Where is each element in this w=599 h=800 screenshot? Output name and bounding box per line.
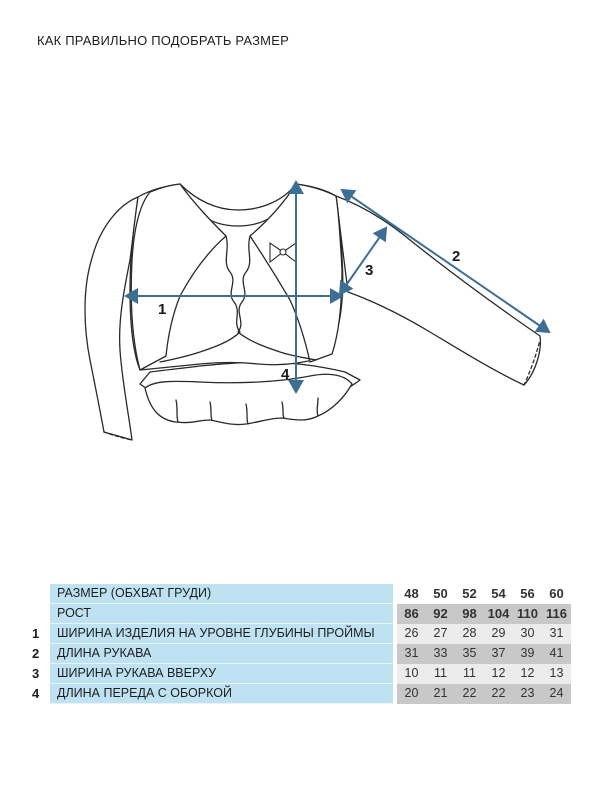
row-label: РОСТ: [50, 604, 393, 624]
value-cell: 20: [397, 684, 426, 704]
height-cell: 110: [513, 604, 542, 624]
height-cell: 104: [484, 604, 513, 624]
measure-marker-3: 3: [365, 262, 374, 279]
value-cell: 10: [397, 664, 426, 684]
size-cell: 48: [397, 584, 426, 604]
table-row: [32, 644, 571, 664]
height-cell: 92: [426, 604, 455, 624]
value-cell: 37: [484, 644, 513, 664]
height-cell: 98: [455, 604, 484, 624]
table-row: [32, 664, 571, 684]
row-label: ДЛИНА ПЕРЕДА С ОБОРКОЙ: [50, 684, 393, 704]
value-cell: 24: [542, 684, 571, 704]
size-cell: 54: [484, 584, 513, 604]
value-cell: 31: [397, 644, 426, 664]
table-row: [32, 684, 571, 704]
table-row: [32, 624, 571, 644]
value-cell: 30: [513, 624, 542, 644]
size-cell: 52: [455, 584, 484, 604]
value-cell: 26: [397, 624, 426, 644]
row-label: ШИРИНА ИЗДЕЛИЯ НА УРОВНЕ ГЛУБИНЫ ПРОЙМЫ: [50, 624, 393, 644]
value-cell: 23: [513, 684, 542, 704]
row-number: 4: [32, 686, 40, 701]
row-label: РАЗМЕР (ОБХВАТ ГРУДИ): [50, 584, 393, 604]
row-number: 3: [32, 666, 40, 681]
table-row-height: [32, 604, 571, 624]
left-sleeve: [85, 197, 138, 440]
size-cell: 60: [542, 584, 571, 604]
value-cell: 31: [542, 624, 571, 644]
row-number-empty: [32, 604, 50, 624]
row-number-empty: [32, 584, 50, 604]
row-number: 2: [32, 646, 40, 661]
row-label: ШИРИНА РУКАВА ВВЕРХУ: [50, 664, 393, 684]
value-cell: 27: [426, 624, 455, 644]
value-cell: 22: [455, 684, 484, 704]
measure-marker-1: 1: [158, 301, 167, 318]
value-cell: 29: [484, 624, 513, 644]
value-cell: 11: [426, 664, 455, 684]
measure-marker-4: 4: [281, 366, 290, 383]
value-cell: 12: [513, 664, 542, 684]
value-cell: 11: [455, 664, 484, 684]
table-row-size: [32, 584, 571, 604]
size-cell: 56: [513, 584, 542, 604]
value-cell: 28: [455, 624, 484, 644]
row-number: 1: [32, 626, 40, 641]
height-cell: 116: [542, 604, 571, 624]
right-sleeve: [336, 196, 540, 385]
value-cell: 33: [426, 644, 455, 664]
height-cell: 86: [397, 604, 426, 624]
value-cell: 21: [426, 684, 455, 704]
page-title: КАК ПРАВИЛЬНО ПОДОБРАТЬ РАЗМЕР: [37, 33, 289, 48]
measure-marker-2: 2: [452, 248, 461, 265]
value-cell: 39: [513, 644, 542, 664]
size-table: [32, 584, 571, 704]
value-cell: 22: [484, 684, 513, 704]
row-label: ДЛИНА РУКАВА: [50, 644, 393, 664]
value-cell: 13: [542, 664, 571, 684]
value-cell: 41: [542, 644, 571, 664]
value-cell: 12: [484, 664, 513, 684]
size-cell: 50: [426, 584, 455, 604]
value-cell: 35: [455, 644, 484, 664]
